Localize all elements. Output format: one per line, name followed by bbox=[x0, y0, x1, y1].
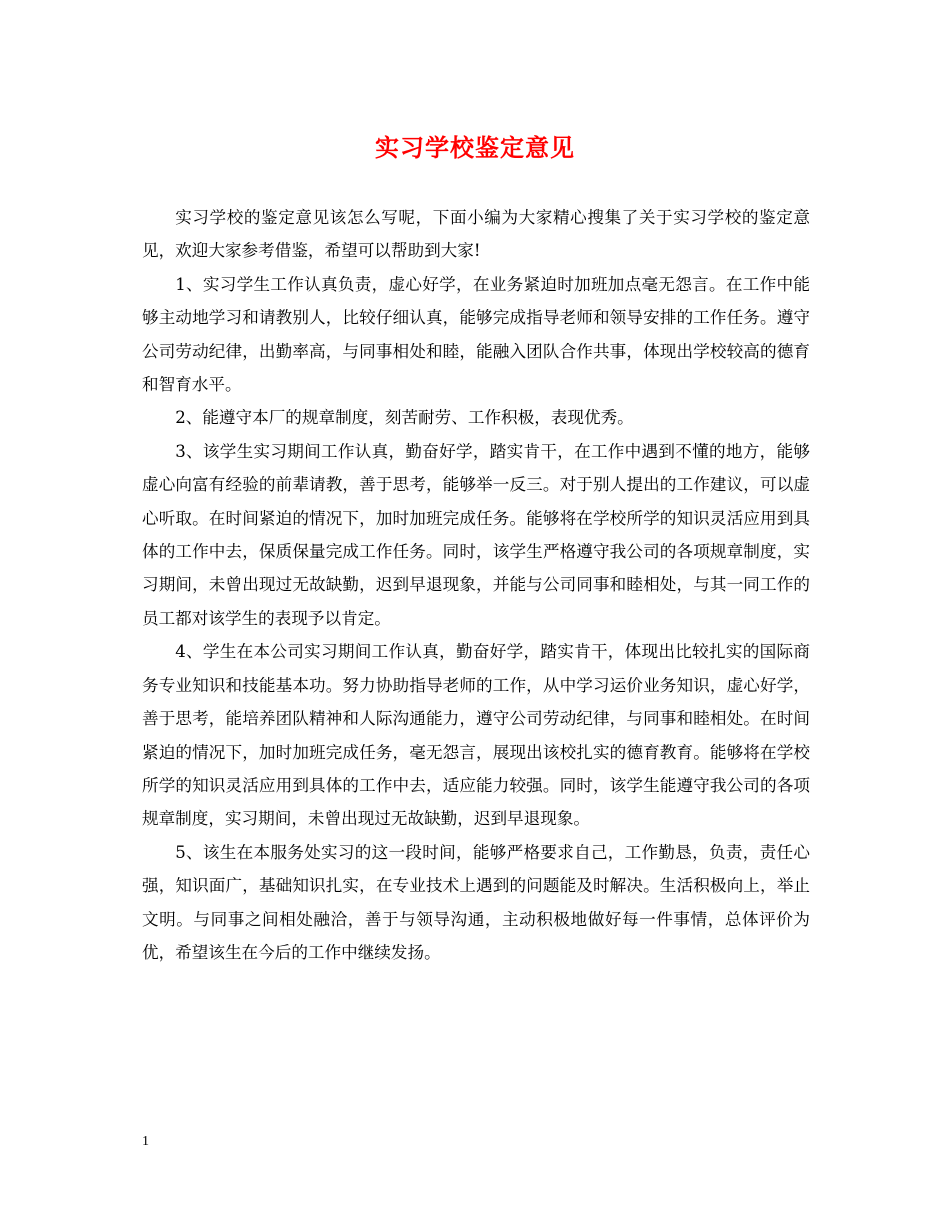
paragraph-item-4: 4、学生在本公司实习期间工作认真，勤奋好学，踏实肯干，体现出比较扎实的国际商务专业知识和技能基本功。努力协助指导老师的工作，从中学习运价业务知识，虚心好学，善于思考，能培养团队精神和人际沟通能力，遵守公司劳动纪律，与同事和睦相处。在时间紧迫的情况下，加时加班完成任务，毫无怨言，展现出该校扎实的德育教育。能够将在学校所学的知识灵活应用到具体的工作中去，适应能力较强。同时，该学生能遵守我公司的各项规章制度，实习期间，未曾出现过无故缺勤，迟到早退现象。 bbox=[142, 642, 810, 829]
paragraph-item-1: 1、实习学生工作认真负责，虚心好学，在业务紧迫时加班加点毫无怨言。在工作中能够主动地学习和请教别人，比较仔细认真，能够完成指导老师和领导安排的工作任务。遵守公司劳动纪律，出勤率高，与同事相处和睦，能融入团队合作共事，体现出学校较高的德育和智育水平。 bbox=[142, 274, 810, 395]
document-title: 实习学校鉴定意见 bbox=[375, 133, 575, 162]
page-number: 1 bbox=[142, 1134, 149, 1149]
paragraph-intro: 实习学校的鉴定意见该怎么写呢，下面小编为大家精心搜集了关于实习学校的鉴定意见，欢迎大家参考借鉴，希望可以帮助到大家! bbox=[142, 208, 810, 261]
document-body bbox=[142, 201, 810, 969]
paragraph-item-2: 2、能遵守本厂的规章制度，刻苦耐劳、工作积极，表现优秀。 bbox=[175, 408, 634, 428]
paragraph-item-3: 3、该学生实习期间工作认真，勤奋好学，踏实肯干，在工作中遇到不懂的地方，能够虚心向富有经验的前辈请教，善于思考，能够举一反三。对于别人提出的工作建议，可以虚心听取。在时间紧迫的情况下，加时加班完成任务。能够将在学校所学的知识灵活应用到具体的工作中去，保质保量完成工作任务。同时，该学生严格遵守我公司的各项规章制度，实习期间，未曾出现过无故缺勤，迟到早退现象，并能与公司同事和睦相处，与其一同工作的员工都对该学生的表现予以肯定。 bbox=[142, 441, 810, 628]
paragraph-item-5: 5、该生在本服务处实习的这一段时间，能够严格要求自己，工作勤恳，负责，责任心强，知识面广，基础知识扎实，在专业技术上遇到的问题能及时解决。生活积极向上，举止文明。与同事之间相处融洽，善于与领导沟通，主动积极地做好每一件事情，总体评价为优，希望该生在今后的工作中继续发扬。 bbox=[142, 842, 810, 962]
